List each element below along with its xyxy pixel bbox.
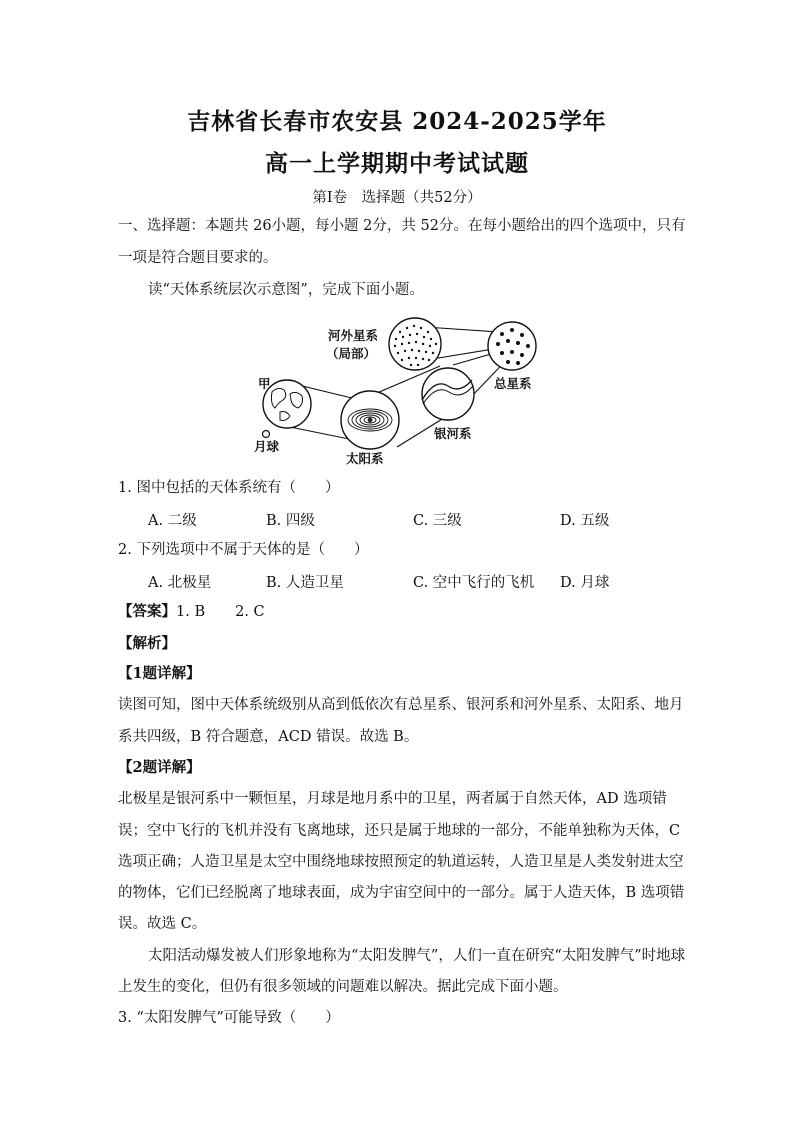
detail-1-line: 读图可知，图中天体系统级别从高到低依次有总星系、银河系和河外星系、太阳系、地月 <box>118 697 684 713</box>
document-title-line1: 吉林省长春市农安县 2024-2025学年 <box>187 108 607 135</box>
question-1-stem: 1. 图中包括的天体系统有（ ） <box>118 480 340 496</box>
detail-2-label: 【2题详解】 <box>118 759 201 776</box>
question-2-stem: 2. 下列选项中不属于天体的是（ ） <box>118 542 369 558</box>
label-moon: 月球 <box>254 439 280 454</box>
q2-option-c[interactable]: C. 空中飞行的飞机 <box>413 575 535 591</box>
section-heading: 第Ⅰ卷 选择题（共52分） <box>312 190 482 206</box>
answer-1: 1. B <box>176 604 206 620</box>
label-partial: （局部） <box>326 346 377 361</box>
moon-icon <box>263 431 270 438</box>
q2-option-b[interactable]: B. 人造卫星 <box>266 575 344 591</box>
document-title-line2: 高一上学期期中考试试题 <box>265 150 529 177</box>
answer-label: 【答案】 <box>118 603 176 620</box>
q1-option-b[interactable]: B. 四级 <box>266 513 315 529</box>
detail-2-line: 的物体，它们已经脱离了地球表面，成为宇宙空间中的一部分。属于人造天体，B 选项错 <box>118 885 685 901</box>
label-milky-way: 银河系 <box>434 426 472 441</box>
question-3-stem: 3. “太阳发脾气”可能导致（ ） <box>118 1010 340 1026</box>
universe-circle <box>488 322 536 370</box>
detail-1-line: 系共四级，B 符合题意，ACD 错误。故选 B。 <box>118 729 419 745</box>
q2-option-d[interactable]: D. 月球 <box>560 575 610 591</box>
instruction-line1: 一、选择题：本题共 26小题，每小题 2分，共 52分。在每小题给出的四个选项中，只有 <box>118 218 686 234</box>
instruction-line2: 一项是符合题目要求的。 <box>118 250 278 266</box>
analysis-label: 【解析】 <box>118 635 176 652</box>
solar-system-circle <box>341 391 399 449</box>
label-jia: 甲 <box>258 376 271 391</box>
celestial-hierarchy-figure <box>250 308 550 468</box>
label-solar-system: 太阳系 <box>346 451 384 466</box>
passage-2-line: 太阳活动爆发被人们形象地称为“太阳发脾气”，人们一直在研究“太阳发脾气”时地球 <box>148 948 686 964</box>
q1-option-d[interactable]: D. 五级 <box>560 513 610 529</box>
label-extragalactic: 河外星系 <box>328 328 379 343</box>
detail-1-label: 【1题详解】 <box>118 665 201 682</box>
answer-row <box>118 602 678 622</box>
detail-2-line: 选项正确；人造卫星是太空中围绕地球按照预定的轨道运转，人造卫星是人类发射进太空 <box>118 854 684 870</box>
detail-2-line: 误。故选 C。 <box>118 916 207 932</box>
answer-2: 2. C <box>235 604 265 620</box>
passage-2-line: 上发生的变化，但仍有很多领域的问题难以解决。据此完成下面小题。 <box>118 979 568 995</box>
detail-2-line: 北极星是银河系中一颗恒星，月球是地月系中的卫星，两者属于自然天体，AD 选项错 <box>118 791 667 807</box>
detail-2-line: 误；空中飞行的飞机并没有飞离地球，还只是属于地球的一部分，不能单独称为天体，C <box>118 823 681 839</box>
extragalactic-circle <box>389 318 441 370</box>
label-universe: 总星系 <box>494 376 532 391</box>
figure-intro: 读“天体系统层次示意图”，完成下面小题。 <box>148 282 424 298</box>
q2-option-a[interactable]: A. 北极星 <box>148 575 212 591</box>
milky-way-circle <box>422 368 474 420</box>
q1-option-a[interactable]: A. 二级 <box>148 513 197 529</box>
q1-option-c[interactable]: C. 三级 <box>413 513 462 529</box>
